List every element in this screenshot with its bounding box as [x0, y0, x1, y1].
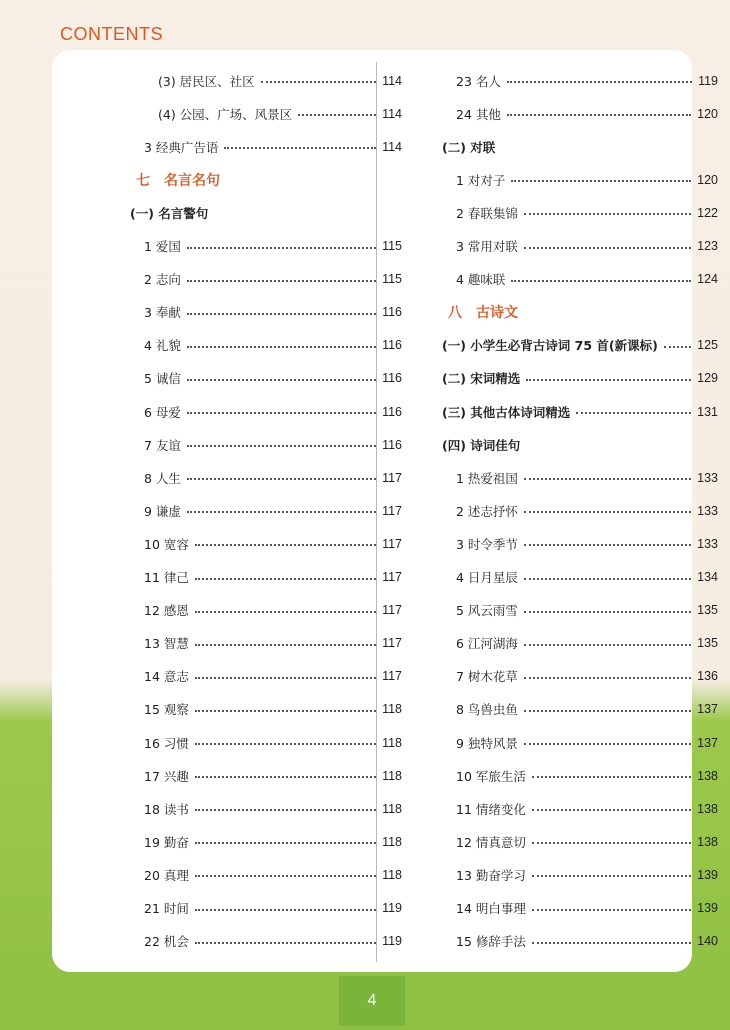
toc-entry-label: 15 修辞手法	[456, 934, 526, 950]
dot-leader	[195, 742, 376, 745]
toc-entry[interactable]	[130, 693, 402, 726]
dot-leader	[526, 378, 691, 381]
toc-subheading[interactable]	[442, 428, 718, 461]
toc-page-number: 138	[697, 801, 718, 816]
toc-entry-label: 21 时间	[144, 901, 189, 916]
dot-leader	[195, 808, 376, 811]
toc-page-number: 117	[382, 570, 402, 584]
toc-page-number: 134	[697, 570, 718, 584]
toc-page-number: 115	[382, 272, 402, 287]
dot-leader	[187, 279, 376, 282]
toc-page-number: 116	[382, 305, 402, 320]
toc-entry-label: 22 机会	[144, 934, 189, 950]
toc-entry-label: (3) 居民区、社区	[158, 73, 255, 89]
toc-entry[interactable]	[130, 759, 402, 792]
toc-entry-label: 9 独特风景	[456, 735, 518, 751]
toc-page-number: 137	[697, 702, 718, 717]
toc-entry[interactable]	[130, 726, 402, 759]
dot-leader	[532, 841, 691, 844]
toc-entry[interactable]	[442, 792, 718, 825]
toc-entry-label: (三) 其他古体诗词精选	[442, 404, 571, 420]
dot-leader	[187, 477, 376, 480]
toc-entry-label: 4 趣味联	[456, 272, 506, 288]
dot-leader	[524, 510, 691, 513]
toc-entry[interactable]	[130, 461, 402, 494]
toc-entry-label: 七 名言名句	[136, 172, 220, 189]
dot-leader	[187, 411, 376, 414]
toc-page-number: 131	[697, 404, 718, 419]
toc-entry[interactable]	[130, 329, 402, 362]
toc-entry[interactable]	[442, 594, 718, 627]
toc-page-number: 116	[382, 437, 402, 452]
dot-leader	[576, 411, 691, 414]
toc-entry[interactable]	[130, 64, 402, 97]
toc-entry[interactable]	[442, 693, 718, 726]
toc-entry[interactable]	[442, 230, 718, 263]
toc-entry[interactable]	[442, 759, 718, 792]
toc-page-number: 122	[697, 205, 718, 220]
toc-entry-label: 24 其他	[456, 106, 501, 122]
toc-entry-label: 15 观察	[144, 702, 189, 718]
dot-leader	[187, 312, 376, 315]
toc-page-number: 115	[382, 239, 402, 253]
toc-page-number: 138	[697, 768, 718, 783]
toc-entry-label: 3 经典广告语	[144, 139, 219, 155]
dot-leader	[195, 775, 376, 778]
dot-leader	[532, 941, 691, 944]
dot-leader	[195, 908, 376, 911]
toc-entry[interactable]	[442, 163, 718, 196]
toc-entry[interactable]	[130, 494, 402, 527]
toc-subheading[interactable]	[130, 196, 402, 229]
toc-subheading[interactable]	[442, 130, 718, 163]
toc-entry[interactable]	[130, 130, 402, 163]
toc-page-number: 119	[698, 73, 718, 88]
toc-entry-label: 16 习惯	[144, 735, 189, 751]
dot-leader	[532, 808, 691, 811]
toc-page-number: 118	[382, 834, 402, 849]
dot-leader	[187, 345, 376, 348]
toc-page-number: 135	[697, 603, 718, 618]
toc-entry-label: (四) 诗词佳句	[442, 437, 521, 453]
toc-entry[interactable]	[130, 230, 402, 263]
toc-entry[interactable]	[130, 97, 402, 130]
dot-leader	[224, 146, 376, 149]
toc-page-number: 116	[382, 371, 402, 386]
toc-entry[interactable]	[442, 329, 718, 362]
toc-page-number: 117	[382, 669, 402, 684]
toc-entry-label: (一) 名言警句	[130, 205, 209, 221]
toc-entry[interactable]	[130, 792, 402, 825]
toc-entry-label: 3 奉献	[144, 305, 181, 321]
toc-section-heading[interactable]	[442, 296, 718, 329]
toc-entry[interactable]	[442, 892, 718, 925]
toc-entry[interactable]	[442, 494, 718, 527]
toc-entry-label: 17 兴趣	[144, 768, 189, 784]
dot-leader	[524, 676, 691, 679]
dot-leader	[532, 874, 691, 877]
toc-page-number: 118	[382, 801, 402, 816]
toc-page-number: 120	[697, 172, 718, 187]
toc-entry-label: 6 母爱	[144, 404, 181, 420]
dot-leader	[524, 577, 691, 580]
toc-page-number: 118	[382, 768, 402, 783]
toc-entry-label: 10 宽容	[144, 536, 189, 552]
contents-title: CONTENTS	[60, 24, 163, 44]
toc-entry-label: 11 律己	[144, 570, 189, 585]
toc-entry-label: (二) 宋词精选	[442, 371, 521, 387]
toc-entry-label: 4 礼貌	[144, 338, 181, 354]
toc-entry-label: 18 读书	[144, 801, 189, 817]
dot-leader	[195, 543, 376, 546]
toc-entry[interactable]	[130, 594, 402, 627]
dot-leader	[507, 113, 691, 116]
toc-entry-label: 9 谦虚	[144, 503, 181, 519]
toc-entry[interactable]	[130, 428, 402, 461]
contents-panel	[52, 50, 718, 972]
toc-entry[interactable]	[130, 561, 402, 594]
toc-page-number: 137	[697, 735, 718, 750]
dot-leader	[524, 543, 691, 546]
column-divider	[376, 62, 377, 962]
toc-entry-label: 8 人生	[144, 470, 181, 486]
toc-page-number: 139	[697, 901, 718, 915]
toc-entry-label: 5 诚信	[144, 371, 181, 387]
toc-entry-label: 7 树木花草	[456, 669, 518, 685]
toc-page-number: 117	[382, 603, 402, 618]
toc-section-heading[interactable]	[130, 163, 402, 196]
dot-leader	[195, 709, 376, 712]
toc-entry-label: 2 述志抒怀	[456, 503, 518, 519]
dot-leader	[195, 643, 376, 646]
toc-entry[interactable]	[442, 196, 718, 229]
toc-entry-label: (一) 小学生必背古诗词 75 首(新课标)	[442, 338, 658, 354]
toc-entry[interactable]	[130, 362, 402, 395]
toc-page-number: 140	[697, 934, 718, 949]
toc-page-number: 124	[697, 272, 718, 287]
dot-leader	[187, 510, 376, 513]
toc-entry-label: 2 春联集锦	[456, 205, 518, 221]
page-number-box	[339, 976, 405, 1026]
toc-entry[interactable]	[130, 627, 402, 660]
toc-entry-label: (4) 公园、广场、风景区	[158, 106, 293, 122]
toc-entry[interactable]	[442, 627, 718, 660]
toc-entry[interactable]	[442, 527, 718, 560]
dot-leader	[195, 841, 376, 844]
dot-leader	[524, 709, 691, 712]
dot-leader	[511, 179, 691, 182]
toc-entry-label: 6 江河湖海	[456, 636, 518, 652]
toc-entry-label: 4 日月星辰	[456, 570, 518, 585]
toc-entry-label: 14 明白事理	[456, 901, 526, 916]
toc-entry-label: 5 风云雨雪	[456, 603, 518, 619]
toc-page-number: 114	[382, 73, 402, 88]
toc-entry[interactable]	[130, 263, 402, 296]
toc-entry-label: 13 勤奋学习	[456, 867, 526, 883]
toc-page-number: 136	[697, 669, 718, 684]
dot-leader	[532, 908, 691, 911]
dot-leader	[187, 246, 376, 249]
dot-leader	[195, 941, 376, 944]
toc-page-number: 117	[382, 636, 402, 651]
toc-page-number: 118	[382, 735, 402, 750]
toc-page-number: 133	[697, 470, 718, 485]
toc-page-number: 116	[382, 338, 402, 353]
toc-page-number: 119	[382, 934, 402, 949]
dot-leader	[195, 676, 376, 679]
dot-leader	[195, 577, 376, 580]
toc-entry[interactable]	[442, 97, 718, 130]
dot-leader	[298, 113, 376, 116]
toc-page-number: 120	[697, 106, 718, 121]
dot-leader	[511, 279, 691, 282]
dot-leader	[524, 610, 691, 613]
toc-page-number: 117	[382, 536, 402, 551]
dot-leader	[524, 246, 691, 249]
toc-entry[interactable]	[442, 461, 718, 494]
toc-page-number: 123	[697, 239, 718, 253]
toc-entry[interactable]	[130, 395, 402, 428]
toc-entry-label: 13 智慧	[144, 636, 189, 652]
toc-page-number: 114	[382, 139, 402, 154]
toc-entry-label: 3 常用对联	[456, 239, 518, 254]
toc-entry-label: 7 友谊	[144, 437, 181, 453]
toc-page-number: 133	[697, 536, 718, 551]
toc-entry[interactable]	[130, 660, 402, 693]
toc-page-number: 138	[697, 834, 718, 849]
dot-leader	[187, 378, 376, 381]
toc-page-number: 135	[697, 636, 718, 651]
toc-entry[interactable]	[442, 660, 718, 693]
toc-entry[interactable]	[442, 263, 718, 296]
toc-entry[interactable]	[442, 395, 718, 428]
toc-entry-label: 1 热爱祖国	[456, 470, 518, 486]
dot-leader	[524, 212, 691, 215]
toc-entry[interactable]	[442, 561, 718, 594]
toc-entry-label: 8 鸟兽虫鱼	[456, 702, 518, 718]
dot-leader	[187, 444, 376, 447]
dot-leader	[524, 742, 691, 745]
toc-page-number: 129	[697, 371, 718, 386]
toc-entry[interactable]	[130, 825, 402, 858]
toc-page-number: 116	[382, 404, 402, 419]
toc-page-number: 117	[382, 470, 402, 485]
toc-entry[interactable]	[442, 362, 718, 395]
dot-leader	[261, 80, 376, 83]
dot-leader	[664, 345, 691, 348]
toc-entry-label: 八 古诗文	[448, 305, 518, 322]
toc-page-number: 118	[382, 867, 402, 882]
toc-entry-label: 14 意志	[144, 669, 189, 685]
page-number: 4	[367, 992, 377, 1009]
toc-page-number: 118	[382, 702, 402, 717]
dot-leader	[524, 477, 691, 480]
toc-page-number: 114	[382, 106, 402, 121]
dot-leader	[195, 610, 376, 613]
toc-entry-label: 2 志向	[144, 272, 181, 288]
toc-page-number: 139	[697, 867, 718, 882]
toc-entry-label: 3 时令季节	[456, 536, 518, 552]
toc-page-number: 117	[382, 503, 402, 518]
toc-entry-label: 11 情绪变化	[456, 801, 526, 817]
toc-entry-label: 20 真理	[144, 867, 189, 883]
toc-page-number: 119	[382, 901, 402, 915]
toc-entry-label: 12 情真意切	[456, 834, 526, 850]
toc-entry[interactable]	[442, 925, 718, 958]
toc-entry-label: 19 勤奋	[144, 834, 189, 850]
toc-entry[interactable]	[130, 296, 402, 329]
toc-entry[interactable]	[130, 925, 402, 958]
toc-entry[interactable]	[442, 825, 718, 858]
dot-leader	[195, 874, 376, 877]
toc-entry[interactable]	[130, 858, 402, 891]
toc-entry-label: 10 军旅生活	[456, 768, 526, 784]
toc-page-number: 133	[697, 503, 718, 518]
toc-entry-label: 1 爱国	[144, 239, 181, 254]
toc-entry-label: (二) 对联	[442, 139, 496, 155]
dot-leader	[507, 80, 692, 83]
toc-entry[interactable]	[130, 527, 402, 560]
toc-entry[interactable]	[130, 892, 402, 925]
toc-entry[interactable]	[442, 64, 718, 97]
toc-entry-label: 1 对对子	[456, 172, 506, 188]
dot-leader	[532, 775, 691, 778]
toc-entry[interactable]	[442, 858, 718, 891]
dot-leader	[524, 643, 691, 646]
toc-entry-label: 12 感恩	[144, 603, 189, 619]
toc-entry[interactable]	[442, 726, 718, 759]
toc-page-number: 125	[697, 338, 718, 353]
toc-entry-label: 23 名人	[456, 73, 501, 89]
